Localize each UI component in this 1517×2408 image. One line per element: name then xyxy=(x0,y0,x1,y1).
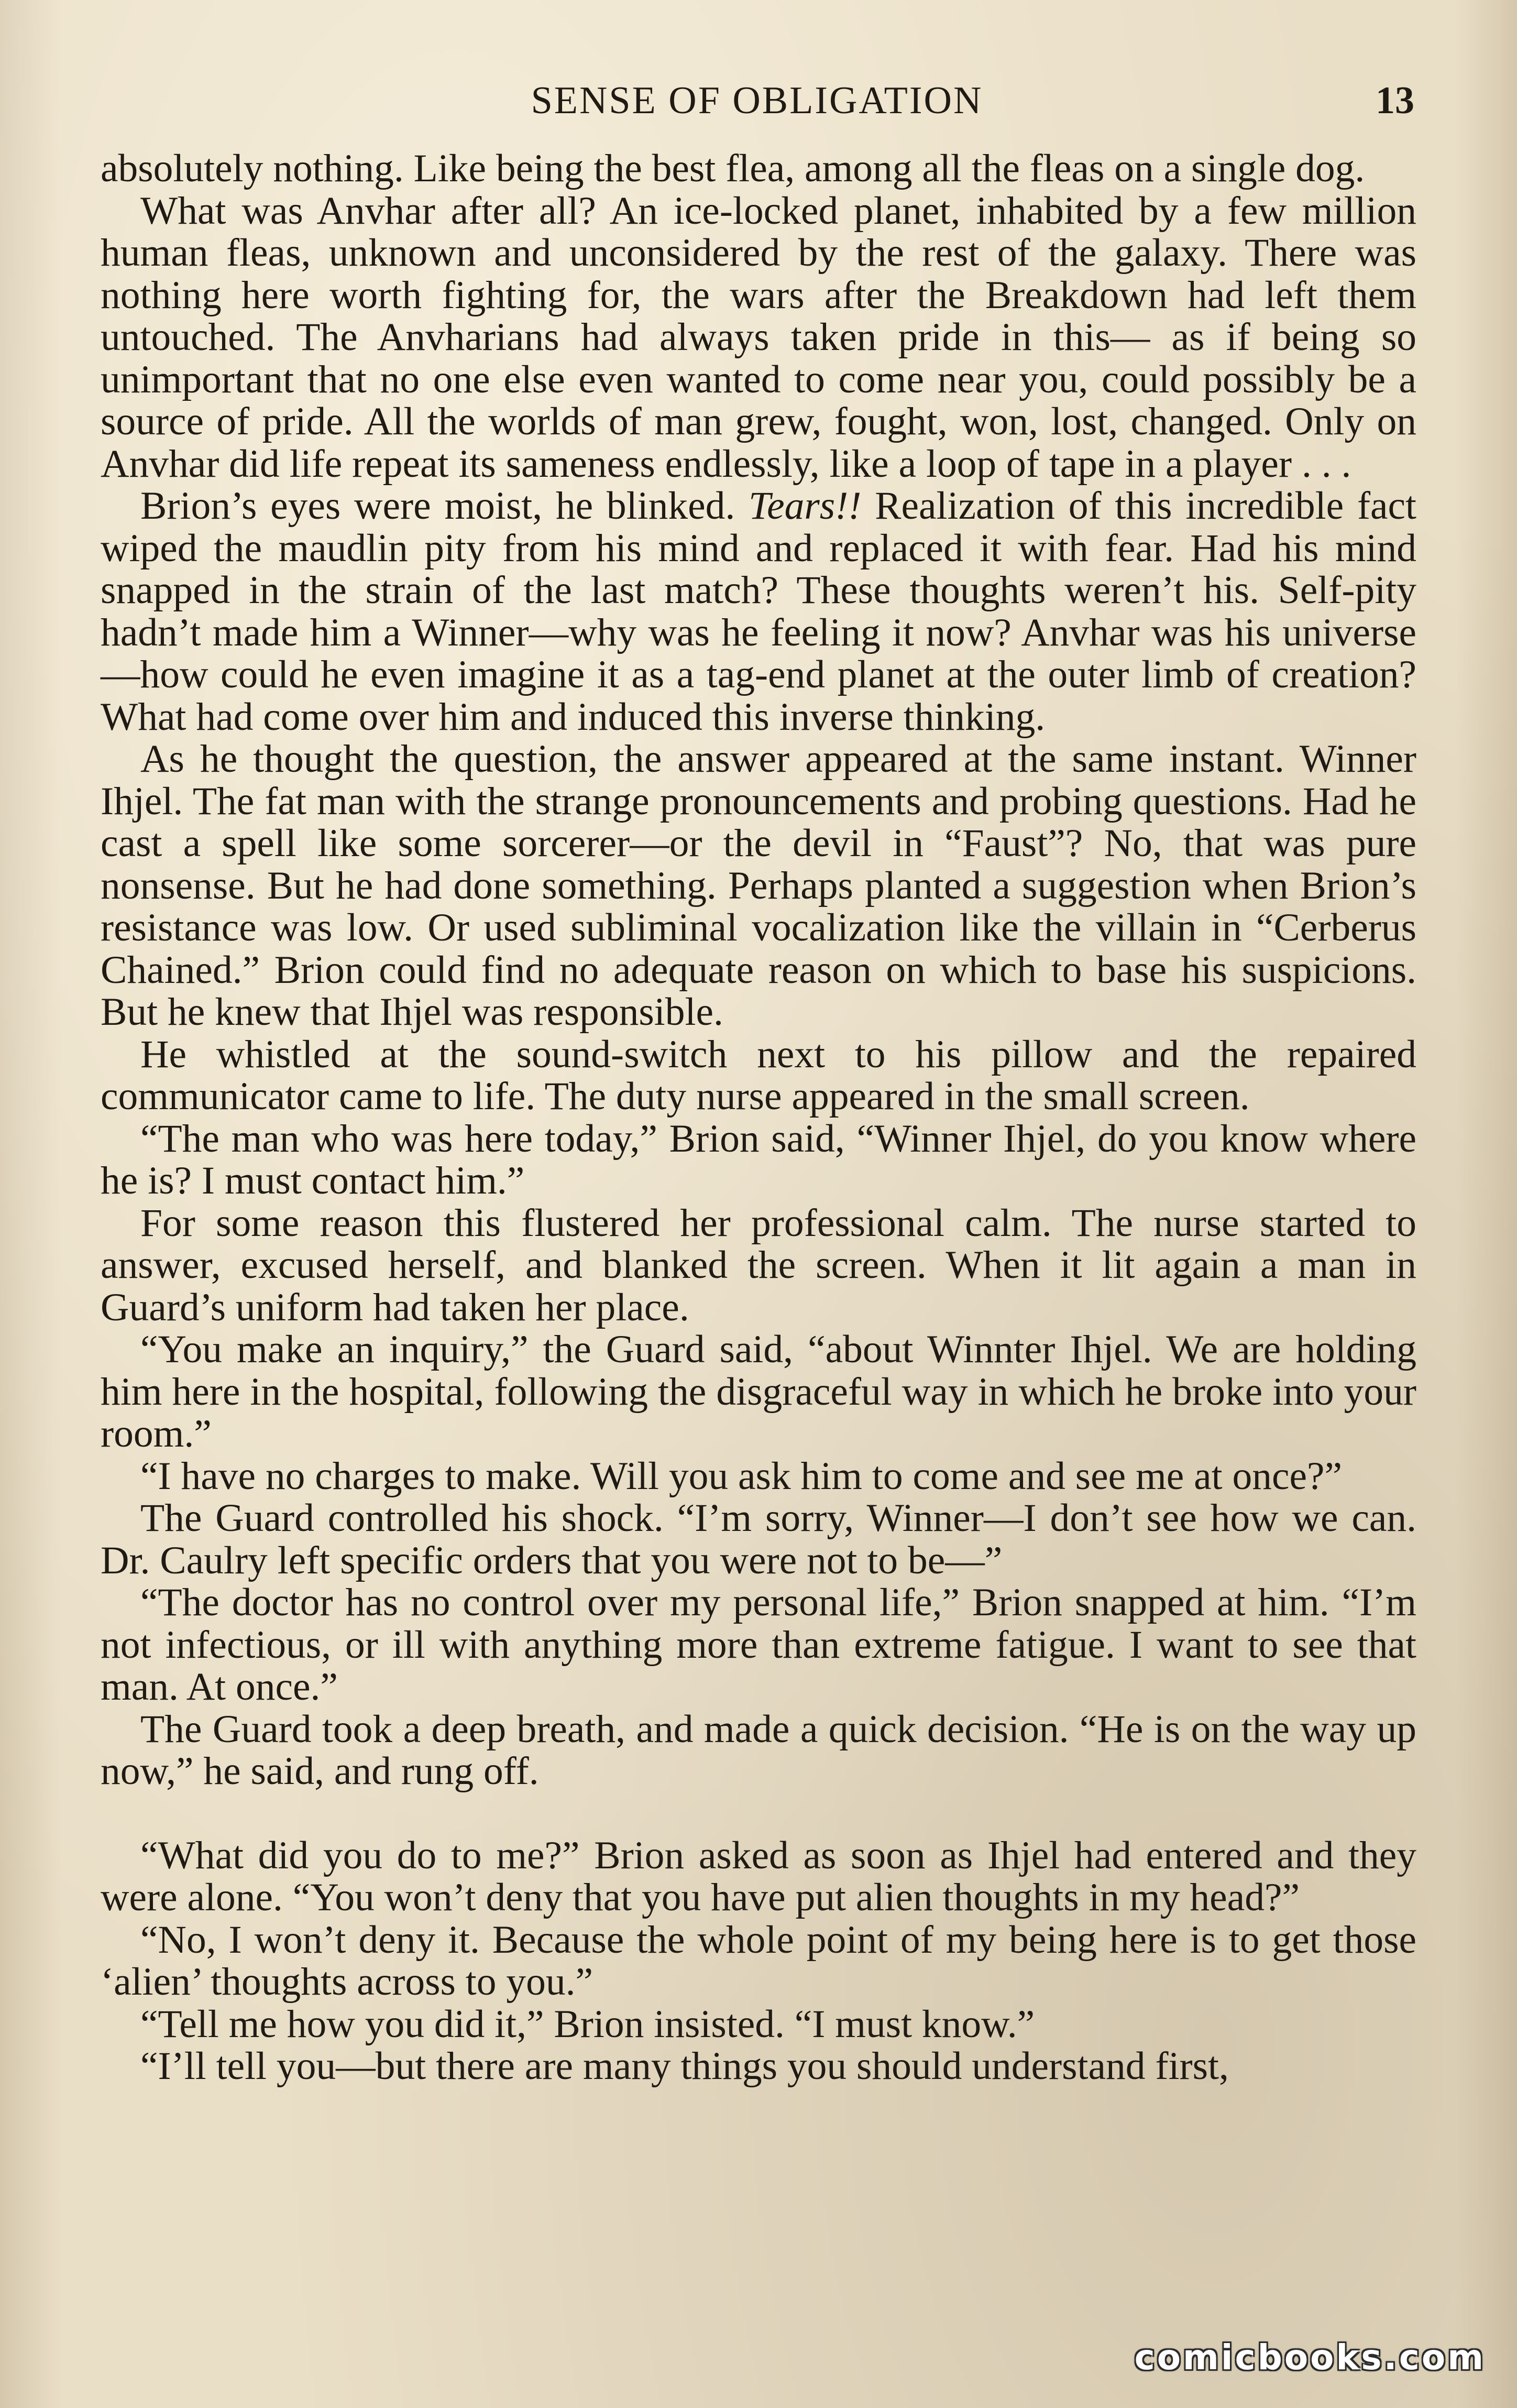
page-number: 13 xyxy=(1376,79,1414,122)
paragraph: “I have no charges to make. Will you ask him to come and see me at once?” xyxy=(140,1454,1343,1498)
paragraph: absolutely nothing. Like being the best flea, among all the fleas on a single dog. xyxy=(101,147,1365,190)
running-title: SENSE OF OBLIGATION xyxy=(531,79,983,122)
paragraph-rest: Realization of this incredible fact wiped the maudlin pity from his mind and replaced it with fear. Had his mind snapped in the strain of the last match? These thoughts weren’t his. Self-pity hadn’t made him a Winner—why was he feeling it now? Anvhar was his universe—how could he even imagine it as a tag-end planet at the outer limb of creation? What had come over him and induced this inverse thinking. xyxy=(101,484,1416,739)
italic-emphasis: Tears!! xyxy=(749,484,862,528)
paragraph: The Guard took a deep breath, and made a quick decision. “He is on the way up now,” he said, and rung off. xyxy=(101,1707,1416,1793)
paragraph: “What did you do to me?” Brion asked as soon as Ihjel had entered and they were alone. “You won’t deny that you have put alien thoughts in my head?” xyxy=(101,1833,1416,1919)
watermark: comicbooks.com xyxy=(1134,2337,1486,2378)
paragraph-lead: Brion’s eyes were moist, he blinked. xyxy=(140,484,749,528)
paragraph: “The doctor has no control over my personal life,” Brion snapped at him. “I’m not infectious, or ill with anything more than extreme fatigue. I want to see that man. At once.” xyxy=(101,1581,1416,1709)
paragraph: What was Anvhar after all? An ice-locked planet, inhabited by a few million human fleas, unknown and unconsidered by the rest of the galaxy. There was nothing here worth fighting for, the wars after the Breakdown had left them untouched. The Anvharians had always taken pride in this— as if being so unimportant that no one else even wanted to come near you, could possibly be a source of pride. All the worlds of man grew, fought, won, lost, changed. Only on Anvhar did life repeat its sameness endlessly, like a loop of tape in a player . . . xyxy=(101,189,1416,486)
running-header xyxy=(100,79,1414,126)
paragraph: As he thought the question, the answer appeared at the same instant. Winner Ihjel. The fat man with the strange pronouncements and probing questions. Had he cast a spell like some sorcerer—or the devil in “Faust”? No, that was pure nonsense. But he had done something. Perhaps planted a suggestion when Brion’s resistance was low. Or used subliminal vocalization like the villain in “Cerberus Chained.” Brion could find no adequate reason on which to base his suspicions. But he knew that Ihjel was responsible. xyxy=(101,737,1416,1034)
paragraph: The Guard controlled his shock. “I’m sorry, Winner—I don’t see how we can. Dr. Caulry left specific orders that you were not to be—” xyxy=(101,1496,1416,1582)
paragraph: “The man who was here today,” Brion said, “Winner Ihjel, do you know where he is? I must contact him.” xyxy=(101,1117,1416,1202)
paragraph xyxy=(101,485,1416,738)
body-text xyxy=(101,148,1416,2088)
paragraph: He whistled at the sound-switch next to his pillow and the repaired communicator came to life. The duty nurse appeared in the small screen. xyxy=(101,1032,1416,1118)
paragraph: “I’ll tell you—but there are many things you should understand first, xyxy=(140,2044,1229,2088)
paragraph: “Tell me how you did it,” Brion insisted. “I must know.” xyxy=(140,2002,1035,2046)
paragraph: “No, I won’t deny it. Because the whole point of my being here is to get those ‘alien’ thoughts across to you.” xyxy=(101,1918,1416,2004)
paragraph: “You make an inquiry,” the Guard said, “about Winnter Ihjel. We are holding him here in the hospital, following the disgraceful way in which he broke into your room.” xyxy=(101,1328,1416,1455)
paragraph: For some reason this flustered her professional calm. The nurse started to answer, excused herself, and blanked the screen. When it lit again a man in Guard’s uniform had taken her place. xyxy=(101,1201,1416,1329)
